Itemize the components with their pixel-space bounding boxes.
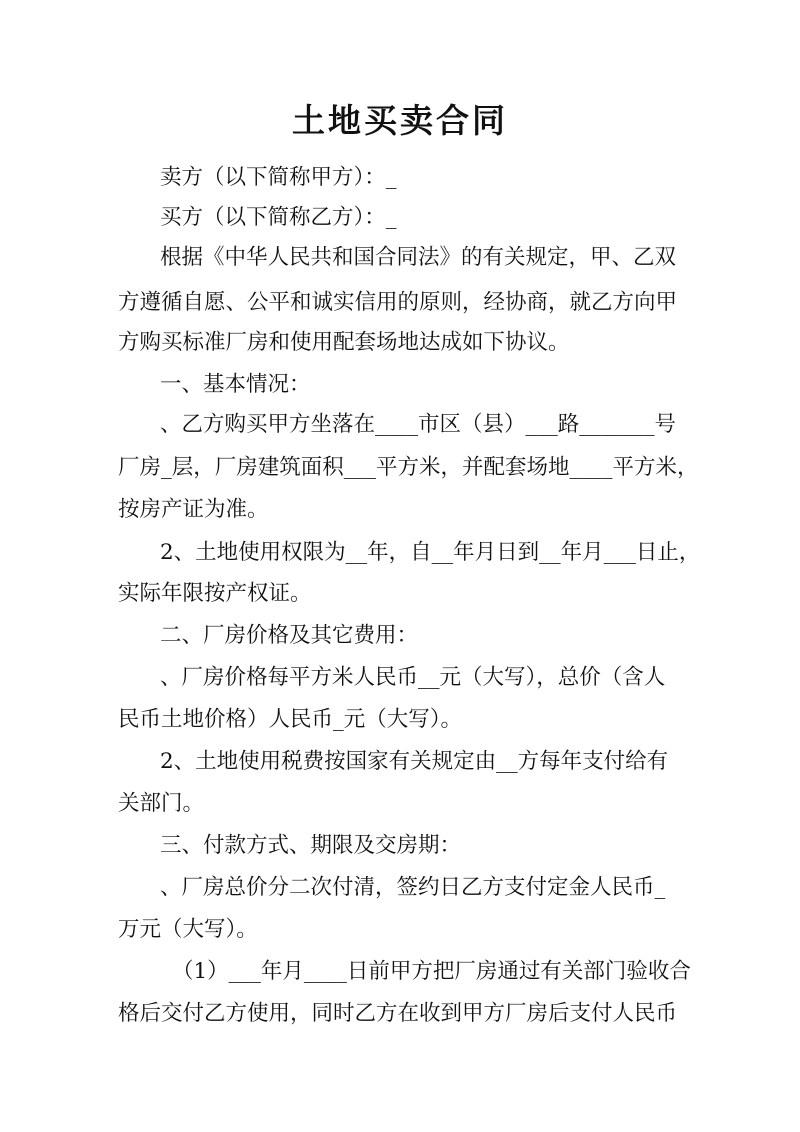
paragraph-line: 万元（大写）。 [118, 917, 258, 942]
paragraph-line: 民币土地价格）人民币_元（大写）。 [118, 707, 463, 732]
paragraph-line: 、厂房价格每平方米人民币__元（大写），总价（含人 [160, 665, 666, 690]
paragraph-line: 关部门。 [118, 791, 205, 816]
section-heading: 二、厂房价格及其它费用： [160, 623, 419, 648]
section-heading: 三、付款方式、期限及交房期： [160, 833, 462, 858]
paragraph-line: 实际年限按产权证。 [118, 581, 312, 606]
paragraph-line: 按房产证为准。 [118, 497, 269, 522]
paragraph-line: 厂房_层，厂房建筑面积___平方米，并配套场地____平方米， [118, 455, 699, 480]
paragraph-line: （1）___年月____日前甲方把厂房通过有关部门验收合 [172, 959, 691, 984]
paragraph-line: 格后交付乙方使用，同时乙方在收到甲方厂房后支付人民币 [118, 1001, 678, 1026]
document-title: 土地买卖合同 [292, 101, 508, 140]
paragraph-line: 根据《中华人民共和国合同法》的有关规定，甲、乙双 [160, 245, 677, 270]
section-heading: 一、基本情况： [160, 372, 311, 397]
paragraph-line: 2、土地使用权限为__年，自__年月日到__年月___日止， [160, 540, 701, 565]
paragraph-line: 、乙方购买甲方坐落在____市区（县）___路_______号 [160, 412, 677, 437]
paragraph-line: 2、土地使用税费按国家有关规定由__方每年支付给有 [160, 749, 669, 774]
buyer-line: 买方（以下简称乙方）：_ [160, 205, 397, 230]
paragraph-line: 、厂房总价分二次付清，签约日乙方支付定金人民币_ [160, 875, 666, 900]
paragraph-line: 方购买标准厂房和使用配套场地达成如下协议。 [118, 330, 570, 355]
seller-line: 卖方（以下简称甲方）：_ [160, 165, 397, 190]
paragraph-line: 方遵循自愿、公平和诚实信用的原则，经协商，就乙方向甲 [118, 290, 678, 315]
